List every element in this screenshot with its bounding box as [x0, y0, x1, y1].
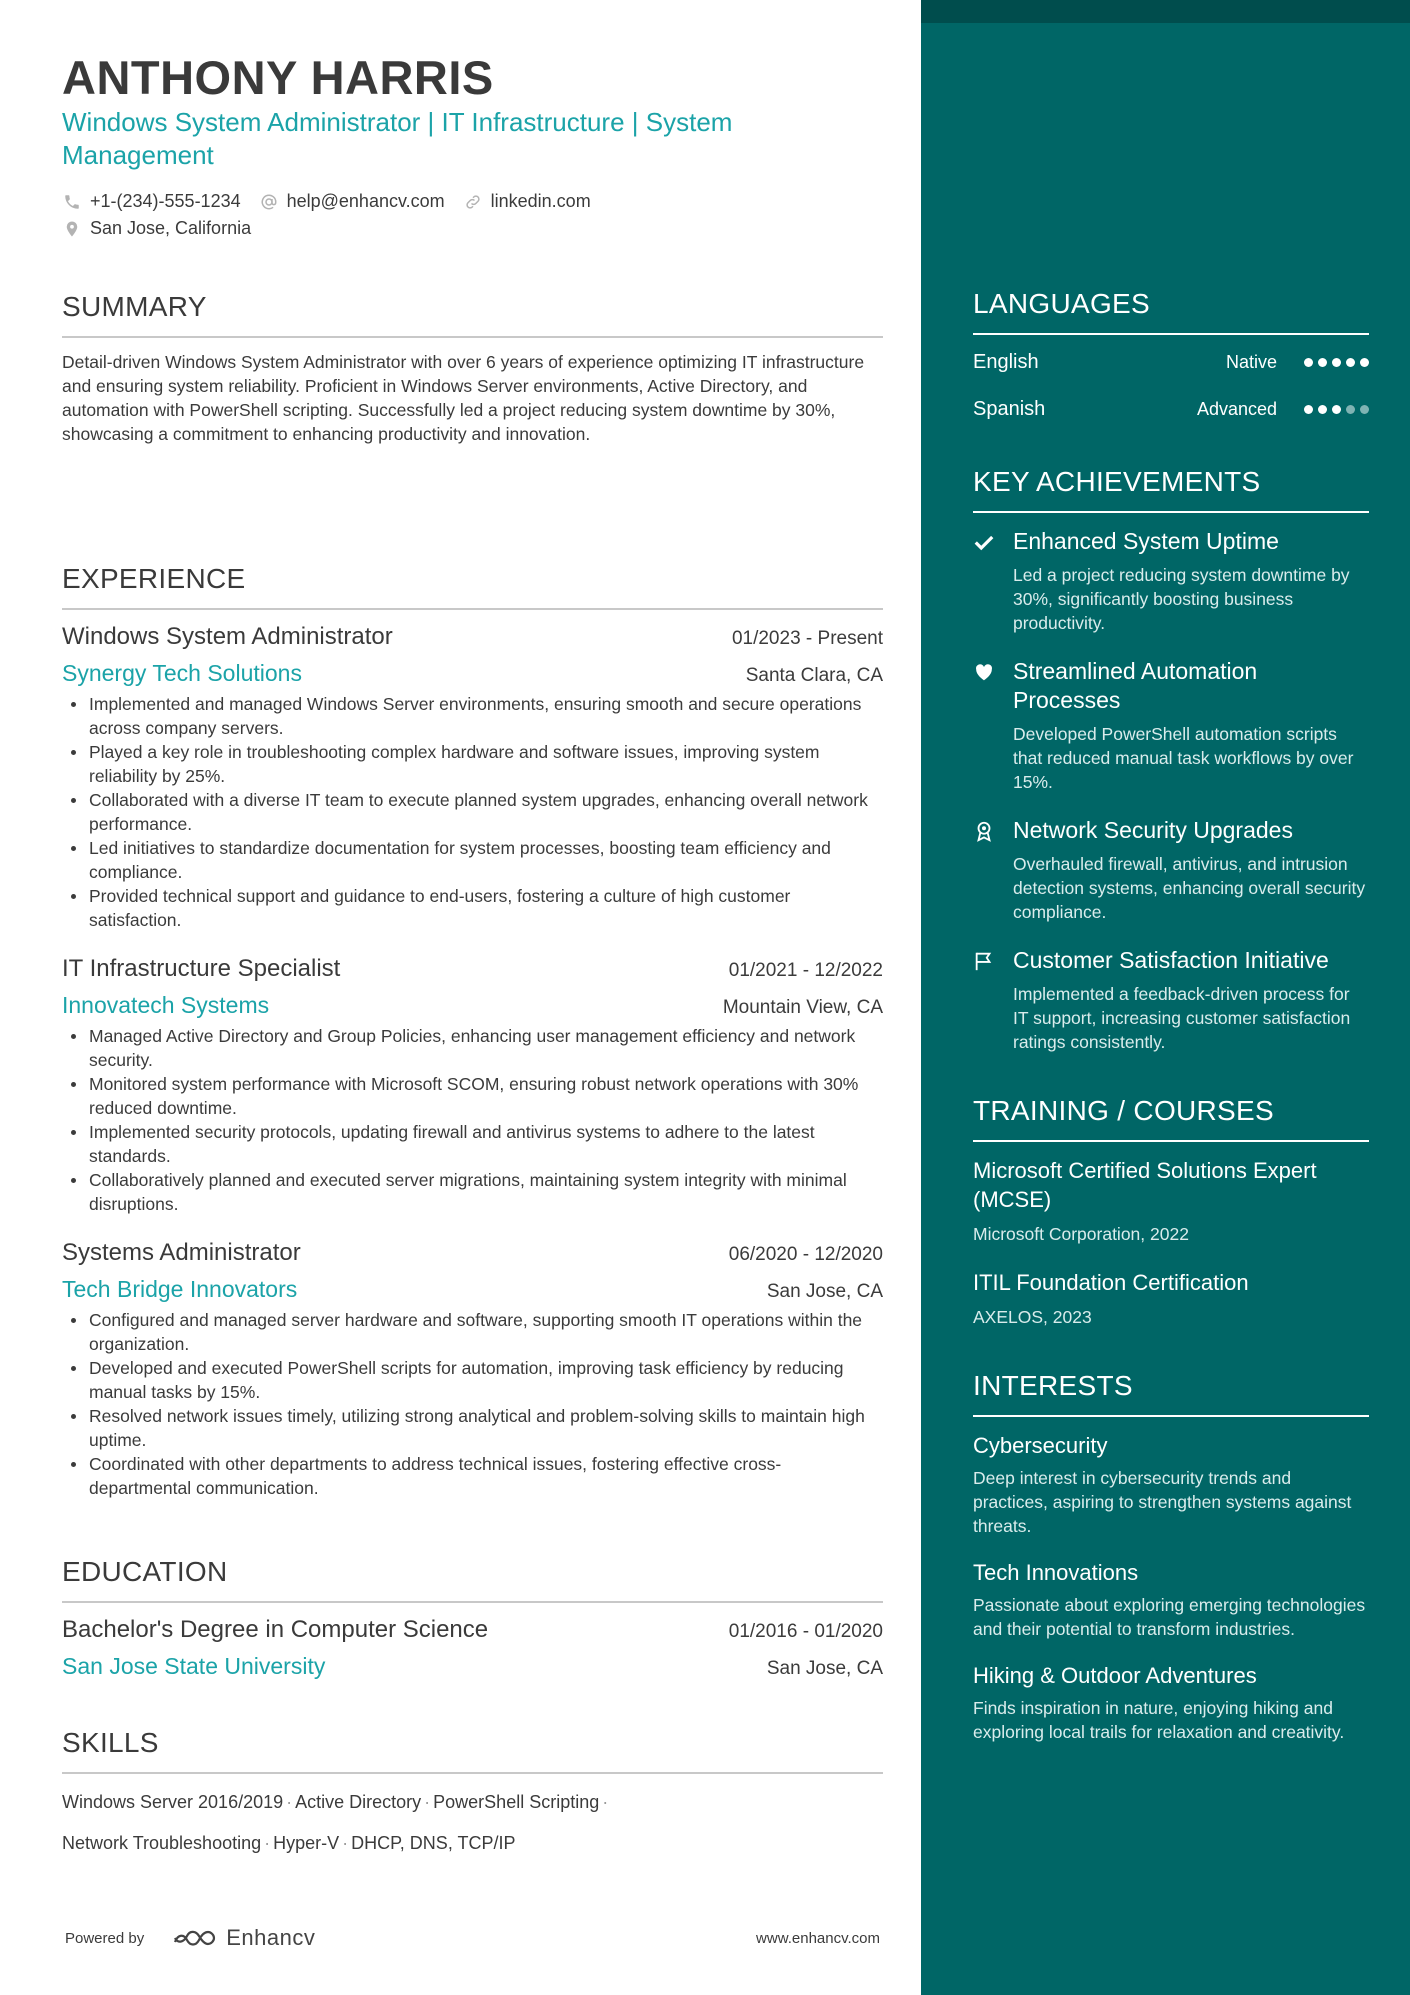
interests-title: INTERESTS [973, 1370, 1133, 1401]
job-bullet: Monitored system performance with Microsoft SCOM, ensuring robust network operations with 30% reduced downtime. [62, 1072, 883, 1120]
job-title: Windows System Administrator [62, 623, 393, 650]
email-text: help@enhancv.com [286, 191, 445, 211]
phone-text: +1-(234)-555-1234 [90, 191, 241, 211]
course-item [973, 1268, 1369, 1329]
powered-by [65, 1925, 315, 1951]
education-entry [62, 1615, 883, 1681]
job-bullets [62, 1308, 883, 1500]
contact-linkedin[interactable] [463, 191, 591, 212]
skills-section [62, 1726, 883, 1864]
sidebar-top-bar [921, 0, 1410, 23]
achievement-desc: Overhauled firewall, antivirus, and intrusion detection systems, enhancing overall security compliance. [1013, 854, 1366, 922]
interest-item [973, 1431, 1369, 1538]
job-bullets [62, 692, 883, 932]
section-divider [62, 1601, 883, 1603]
section-divider [62, 336, 883, 338]
achievement-title: Network Security Upgrades [1013, 817, 1293, 843]
main-column-content [62, 51, 883, 1853]
job-location: San Jose, CA [766, 1281, 883, 1302]
achievement-desc: Implemented a feedback-driven process for IT support, increasing customer satisfaction ratings consistently. [1013, 984, 1351, 1052]
interest-desc: Finds inspiration in nature, enjoying hiking and exploring local trails for relaxation and creativity. [973, 1698, 1345, 1742]
rating-dot-filled [1318, 358, 1327, 367]
job-bullet: Led initiatives to standardize documentation for system processes, boosting team efficiency and compliance. [62, 836, 883, 884]
job-bullet: Implemented and managed Windows Server environments, ensuring smooth and secure operations across company servers. [62, 692, 883, 740]
job-date: 01/2023 - Present [731, 628, 883, 649]
interest-title: Cybersecurity [973, 1433, 1108, 1458]
flag-icon [973, 946, 1013, 1054]
skill-separator: · [264, 1833, 271, 1853]
skill-item: DHCP, DNS, TCP/IP [351, 1833, 516, 1853]
language-item [973, 386, 1369, 433]
interest-item [973, 1558, 1369, 1641]
course-title: Microsoft Certified Solutions Expert (MCSE) [973, 1158, 1317, 1212]
contact-info [62, 188, 883, 242]
location-text: San Jose, California [90, 218, 252, 238]
skills-title: SKILLS [62, 1727, 159, 1758]
enhancv-brand-text: Enhancv [226, 1925, 316, 1950]
skills-line [62, 1823, 883, 1864]
summary-text: Detail-driven Windows System Administrator with over 6 years of experience optimizing IT infrastructure and ensuring system reliability. Proficient in Windows Server environments, Active Directory, and automation with PowerShell scripting. Successfully led a project reducing system downtime by 30%, showcasing a commitment to enhancing productivity and innovation. [62, 352, 865, 444]
job-bullet: Provided technical support and guidance to end-users, fostering a culture of high customer satisfaction. [62, 884, 883, 932]
interest-title: Tech Innovations [973, 1560, 1139, 1585]
section-divider [62, 1772, 883, 1774]
rating-dot-filled [1346, 358, 1355, 367]
skill-separator: · [286, 1792, 293, 1812]
job-bullet: Coordinated with other departments to address technical issues, fostering effective cross-departmental communication. [62, 1452, 883, 1500]
job-bullet: Configured and managed server hardware and software, supporting smooth IT operations within the organization. [62, 1308, 883, 1356]
achievement-item [973, 527, 1369, 635]
experience-section [62, 562, 883, 1500]
languages-section [973, 287, 1369, 433]
languages-title: LANGUAGES [973, 288, 1150, 319]
job-title: IT Infrastructure Specialist [62, 955, 341, 982]
education-section [62, 1555, 883, 1681]
summary-title: SUMMARY [62, 291, 207, 322]
section-divider [973, 333, 1369, 335]
language-rating [1299, 405, 1369, 414]
skill-separator: · [424, 1792, 431, 1812]
job-bullet: Resolved network issues timely, utilizing strong analytical and problem-solving skills to maintain high uptime. [62, 1404, 883, 1452]
interest-desc: Deep interest in cybersecurity trends and practices, aspiring to strengthen systems against threats. [973, 1468, 1352, 1536]
education-date: 01/2016 - 01/2020 [728, 1621, 883, 1642]
award-icon [973, 816, 1013, 924]
candidate-headline: Windows System Administrator | IT Infrastructure | System Management [62, 107, 733, 170]
summary-section [62, 290, 883, 446]
interest-desc: Passionate about exploring emerging technologies and their potential to transform industries. [973, 1595, 1366, 1639]
powered-by-label: Powered by [65, 1929, 145, 1947]
language-level: Advanced [1196, 399, 1277, 419]
degree-title: Bachelor's Degree in Computer Science [62, 1616, 489, 1643]
skill-item: Network Troubleshooting [62, 1833, 262, 1853]
school-location: San Jose, CA [766, 1658, 883, 1679]
skills-list [62, 1782, 883, 1864]
achievement-item [973, 946, 1369, 1054]
rating-dot-filled [1304, 358, 1313, 367]
job-entry [62, 954, 883, 1216]
enhancv-logo-icon [172, 1927, 218, 1949]
rating-dot-filled [1332, 358, 1341, 367]
achievement-item [973, 816, 1369, 924]
job-entry [62, 1238, 883, 1500]
contact-email[interactable] [259, 191, 445, 212]
rating-dot-empty [1346, 405, 1355, 414]
sidebar [921, 0, 1410, 1995]
skill-separator: · [342, 1833, 349, 1853]
heart-icon [973, 657, 1013, 794]
language-level: Native [1225, 352, 1277, 372]
school-name: San Jose State University [62, 1653, 326, 1679]
section-divider [973, 1415, 1369, 1417]
job-title: Systems Administrator [62, 1239, 301, 1266]
job-entry [62, 622, 883, 932]
at-icon [259, 192, 279, 212]
interests-section [973, 1369, 1369, 1744]
footer [65, 1925, 880, 1951]
rating-dot-filled [1332, 405, 1341, 414]
job-bullet: Implemented security protocols, updating firewall and antivirus systems to adhere to the latest standards. [62, 1120, 883, 1168]
phone-icon [62, 192, 82, 212]
achievement-desc: Led a project reducing system downtime by 30%, significantly boosting business productivity. [1013, 565, 1350, 633]
section-divider [973, 511, 1369, 513]
skill-item: PowerShell Scripting [433, 1792, 600, 1812]
education-title: EDUCATION [62, 1556, 228, 1587]
language-name: English [973, 351, 1039, 373]
skill-separator: · [602, 1792, 609, 1812]
enhancv-logo[interactable] [172, 1925, 315, 1951]
rating-dot-filled [1318, 405, 1327, 414]
course-item [973, 1156, 1369, 1246]
job-location: Santa Clara, CA [745, 665, 883, 686]
job-bullet: Collaboratively planned and executed server migrations, maintaining system integrity with minimal disruptions. [62, 1168, 883, 1216]
contact-phone[interactable] [62, 191, 241, 212]
rating-dot-filled [1360, 358, 1369, 367]
sidebar-content [973, 287, 1369, 1744]
achievement-item [973, 657, 1369, 794]
contact-location [62, 218, 251, 239]
job-date: 06/2020 - 12/2020 [728, 1244, 883, 1265]
website-link[interactable]: www.enhancv.com [756, 1929, 880, 1947]
job-bullets [62, 1024, 883, 1216]
achievements-section [973, 465, 1369, 1054]
link-icon [463, 192, 483, 212]
training-title: TRAINING / COURSES [973, 1095, 1274, 1126]
job-bullet: Played a key role in troubleshooting complex hardware and software issues, improving system reliability by 25%. [62, 740, 883, 788]
check-icon [973, 527, 1013, 635]
experience-title: EXPERIENCE [62, 563, 246, 594]
location-pin-icon [62, 219, 82, 239]
job-location: Mountain View, CA [722, 997, 883, 1018]
section-divider [973, 1140, 1369, 1142]
achievement-desc: Developed PowerShell automation scripts that reduced manual task workflows by over 15%. [1013, 724, 1354, 792]
rating-dot-filled [1304, 405, 1313, 414]
job-company: Synergy Tech Solutions [62, 660, 302, 686]
skill-item: Active Directory [295, 1792, 422, 1812]
interest-title: Hiking & Outdoor Adventures [973, 1663, 1257, 1688]
achievement-title: Customer Satisfaction Initiative [1013, 947, 1329, 973]
language-name: Spanish [973, 398, 1046, 420]
job-bullet: Collaborated with a diverse IT team to execute planned system upgrades, enhancing overall network performance. [62, 788, 883, 836]
language-rating [1299, 358, 1369, 367]
contact-row-1 [62, 188, 883, 215]
achievement-title: Streamlined Automation Processes [1013, 658, 1258, 713]
training-section [973, 1094, 1369, 1329]
job-company: Innovatech Systems [62, 992, 270, 1018]
interest-item [973, 1661, 1369, 1744]
skill-item: Windows Server 2016/2019 [62, 1792, 284, 1812]
language-item [973, 339, 1369, 386]
course-title: ITIL Foundation Certification [973, 1270, 1249, 1295]
contact-row-2 [62, 215, 883, 242]
job-bullet: Developed and executed PowerShell scripts for automation, improving task efficiency by reducing manual tasks by 15%. [62, 1356, 883, 1404]
job-bullet: Managed Active Directory and Group Policies, enhancing user management efficiency and network security. [62, 1024, 883, 1072]
course-provider: Microsoft Corporation, 2022 [973, 1224, 1189, 1244]
skills-line [62, 1782, 883, 1823]
linkedin-text: linkedin.com [490, 191, 591, 211]
candidate-name: ANTHONY HARRIS [62, 51, 494, 104]
course-provider: AXELOS, 2023 [973, 1307, 1092, 1327]
achievement-title: Enhanced System Uptime [1013, 528, 1279, 554]
job-date: 01/2021 - 12/2022 [728, 960, 883, 981]
job-company: Tech Bridge Innovators [62, 1276, 298, 1302]
rating-dot-empty [1360, 405, 1369, 414]
achievements-title: KEY ACHIEVEMENTS [973, 466, 1261, 497]
skill-item: Hyper-V [273, 1833, 340, 1853]
section-divider [62, 608, 883, 610]
